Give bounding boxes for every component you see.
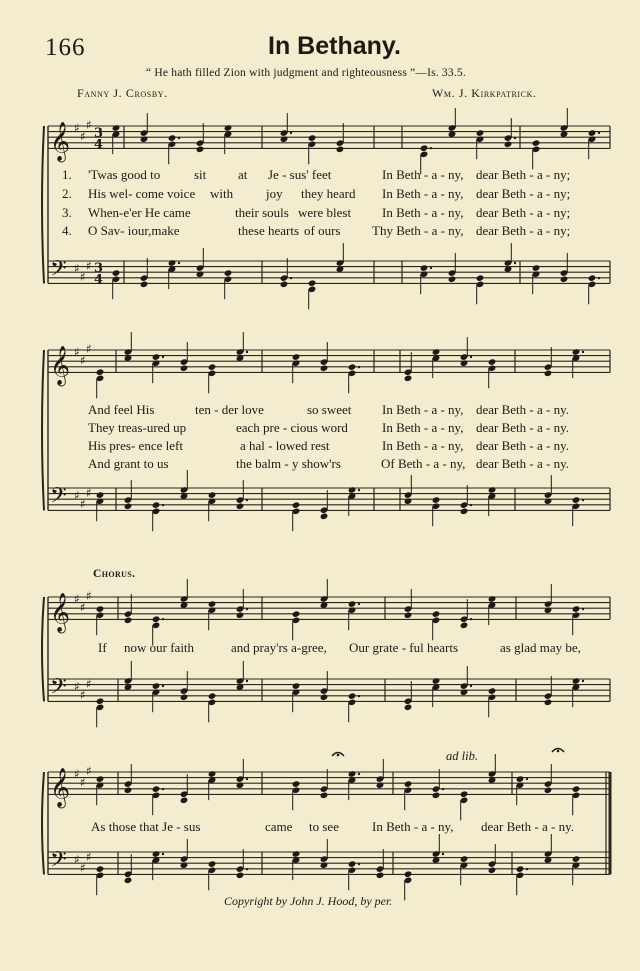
note-head xyxy=(476,129,485,137)
note-head xyxy=(96,775,105,783)
lyric-fragment: they heard xyxy=(301,186,356,201)
note-head xyxy=(152,501,161,509)
lyricist: Fanny J. Crosby. xyxy=(77,86,168,100)
note-head xyxy=(168,134,177,142)
sharp-icon: ♯ xyxy=(86,676,92,691)
lyric-fragment: dear Beth - a - ny; xyxy=(476,167,571,182)
note-head xyxy=(488,866,497,874)
dot xyxy=(246,868,248,870)
note-head xyxy=(348,600,357,608)
note-head xyxy=(152,353,161,361)
sharp-icon: ♯ xyxy=(74,767,80,781)
note-head xyxy=(488,358,497,366)
dot xyxy=(358,773,360,775)
lyric-fragment: joy xyxy=(266,186,283,201)
lyric-fragment: His pres- ence left xyxy=(88,438,183,453)
sharp-icon: ♯ xyxy=(74,852,80,867)
note-head xyxy=(432,610,441,618)
note-head xyxy=(196,270,205,278)
lyric-fragment: to see xyxy=(309,819,339,834)
note-head xyxy=(236,872,245,880)
dot xyxy=(246,608,248,610)
note-head xyxy=(168,259,177,267)
dot xyxy=(582,499,584,501)
dot xyxy=(162,685,164,687)
verse-number: 2. xyxy=(62,186,72,201)
treble-clef-icon: 𝄞 xyxy=(50,767,71,808)
note-head xyxy=(572,677,581,685)
bass-clef-icon: 𝄢 xyxy=(50,674,67,705)
fermata-dot xyxy=(337,754,340,757)
note-head xyxy=(292,501,301,509)
note-head xyxy=(152,850,161,858)
lyric-fragment: O Sav- iour,make xyxy=(88,223,180,238)
lyric-fragment: Of Beth - a - ny, xyxy=(381,456,466,471)
note-head xyxy=(476,274,485,282)
note-head xyxy=(236,502,245,510)
brace xyxy=(42,126,44,283)
lyric-fragment: In Beth - a - ny, xyxy=(382,438,464,453)
note-head xyxy=(432,496,441,504)
lyric-fragment: In Beth - a - ny, xyxy=(382,167,464,182)
note-head xyxy=(180,797,189,805)
note-head xyxy=(560,275,569,283)
lyric-fragment: at xyxy=(238,167,248,182)
sharp-icon: ♯ xyxy=(86,342,92,357)
note-head xyxy=(544,497,553,505)
lyric-fragment: so sweet xyxy=(307,402,352,417)
sharp-icon: ♯ xyxy=(80,600,86,615)
note-head xyxy=(208,860,217,868)
sharp-icon: ♯ xyxy=(80,497,86,511)
lyric-fragment: dear Beth - a - ny; xyxy=(476,223,571,238)
note-head xyxy=(572,785,581,793)
note-head xyxy=(292,353,301,361)
lyric-fragment: their souls xyxy=(235,205,289,220)
sharp-icon: ♯ xyxy=(80,861,86,875)
dot xyxy=(598,132,600,134)
fermata-dot xyxy=(557,750,560,753)
note-head xyxy=(432,677,441,685)
note-head xyxy=(180,693,189,701)
note-head xyxy=(376,781,385,789)
note-head xyxy=(404,497,413,505)
dot xyxy=(358,489,360,491)
note-head xyxy=(96,605,105,613)
ad-lib-marking: ad lib. xyxy=(446,749,478,763)
note-head xyxy=(348,860,357,868)
dot xyxy=(162,618,164,620)
note-head xyxy=(544,699,553,707)
lyric-fragment: of ours xyxy=(304,223,341,238)
lyric-fragment: dear Beth - a - ny. xyxy=(476,456,570,471)
dot xyxy=(470,356,472,358)
note-head xyxy=(96,368,105,376)
note-head xyxy=(404,780,413,788)
dot xyxy=(358,695,360,697)
note-head xyxy=(448,275,457,283)
lyric-fragment: If xyxy=(98,640,107,655)
dot xyxy=(246,778,248,780)
lyric-fragment: the balm - y show'rs xyxy=(236,456,341,471)
lyric-fragment: When-e'er He came xyxy=(88,205,191,220)
lyric-fragment: Thy Beth - a - ny, xyxy=(372,223,464,238)
treble-clef-icon: 𝄞 xyxy=(50,592,71,633)
dot xyxy=(526,778,528,780)
lyric-fragment: In Beth - a - ny, xyxy=(382,420,464,435)
note-head xyxy=(532,264,541,272)
dot xyxy=(358,366,360,368)
note-head xyxy=(292,780,301,788)
lyric-fragment: came xyxy=(265,819,293,834)
sharp-icon: ♯ xyxy=(86,118,92,133)
verse-number: 4. xyxy=(62,223,72,238)
note-head xyxy=(308,279,317,287)
note-head xyxy=(348,363,357,371)
dot xyxy=(598,277,600,279)
sharp-icon: ♯ xyxy=(86,258,92,273)
lyric-fragment: And feel His xyxy=(88,402,155,417)
brace xyxy=(42,772,44,874)
note-head xyxy=(208,363,217,371)
note-head xyxy=(404,611,413,619)
note-head xyxy=(320,513,329,521)
page-number: 166 xyxy=(45,34,86,61)
treble-clef-icon: 𝄞 xyxy=(50,121,71,162)
lyric-fragment: with xyxy=(210,186,234,201)
treble-clef-icon: 𝄞 xyxy=(50,345,71,386)
note-head xyxy=(292,682,301,690)
dot xyxy=(470,504,472,506)
bass-clef-icon: 𝄢 xyxy=(50,847,67,878)
note-head xyxy=(224,124,233,132)
note-head xyxy=(208,770,217,778)
sharp-icon: ♯ xyxy=(86,485,92,500)
dot xyxy=(582,351,584,353)
sharp-icon: ♯ xyxy=(74,121,80,135)
dot xyxy=(162,356,164,358)
note-head xyxy=(488,595,497,603)
dot xyxy=(178,262,180,264)
dot xyxy=(430,147,432,149)
lyric-fragment: In Beth - a - ny, xyxy=(382,402,464,417)
dot xyxy=(246,499,248,501)
note-head xyxy=(432,792,441,800)
lyric-fragment: 'Twas good to xyxy=(88,167,161,182)
note-head xyxy=(96,865,105,873)
note-head xyxy=(112,269,121,277)
time-signature-top: 3 xyxy=(94,126,104,142)
copyright-notice: Copyright by John J. Hood, by per. xyxy=(224,894,393,908)
note-head xyxy=(348,770,357,778)
note-head xyxy=(460,508,469,516)
note-head xyxy=(588,129,597,137)
note-head xyxy=(140,281,149,289)
note-head xyxy=(320,792,329,800)
note-head xyxy=(404,375,413,383)
dot xyxy=(290,277,292,279)
lyric-fragment: were blest xyxy=(298,205,352,220)
page-title: In Bethany. xyxy=(268,32,401,60)
note-head xyxy=(460,855,469,863)
lyric-fragment: In Beth - a - ny, xyxy=(372,819,454,834)
note-head xyxy=(544,606,553,614)
note-head xyxy=(112,124,121,132)
note-head xyxy=(224,269,233,277)
bass-clef-icon: 𝄢 xyxy=(50,256,67,287)
note-head xyxy=(280,135,289,143)
sharp-icon: ♯ xyxy=(74,345,80,359)
note-head xyxy=(488,486,497,494)
note-head xyxy=(504,140,513,148)
sharp-icon: ♯ xyxy=(86,589,92,604)
epigraph: “ He hath filled Zion with judgment and righteousness ”—Is. 33.5. xyxy=(146,67,466,79)
sharp-icon: ♯ xyxy=(74,261,80,276)
sharp-icon: ♯ xyxy=(86,764,92,779)
time-signature-bottom: 4 xyxy=(94,137,104,153)
composer: Wm. J. Kirkpatrick. xyxy=(432,86,537,100)
lyric-fragment: They treas-ured up xyxy=(88,420,187,435)
lyric-fragment: each pre - cious word xyxy=(236,420,348,435)
note-head xyxy=(196,146,205,154)
note-head xyxy=(308,134,317,142)
note-head xyxy=(320,364,329,372)
dot xyxy=(470,685,472,687)
note-head xyxy=(544,370,553,378)
note-head xyxy=(376,872,385,880)
note-head xyxy=(236,781,245,789)
dot xyxy=(514,137,516,139)
sharp-icon: ♯ xyxy=(80,353,86,368)
dot xyxy=(358,863,360,865)
note-head xyxy=(152,682,161,690)
note-head xyxy=(152,615,161,623)
sharp-icon: ♯ xyxy=(74,679,80,694)
note-head xyxy=(280,281,289,289)
dot xyxy=(358,603,360,605)
note-head xyxy=(460,622,469,630)
dot xyxy=(246,351,248,353)
note-head xyxy=(140,135,149,143)
note-head xyxy=(96,491,105,499)
sharp-icon: ♯ xyxy=(74,592,80,606)
dot xyxy=(514,262,516,264)
chorus-label: Chorus. xyxy=(93,568,136,580)
system-4-staves xyxy=(0,760,640,910)
sharp-icon: ♯ xyxy=(80,270,86,284)
note-head xyxy=(292,610,301,618)
lyric-fragment: His wel- come voice xyxy=(88,186,196,201)
note-head xyxy=(588,274,597,282)
dot xyxy=(162,788,164,790)
sharp-icon: ♯ xyxy=(80,688,86,702)
lyric-fragment: And grant to us xyxy=(88,456,169,471)
note-head xyxy=(460,688,469,696)
note-head xyxy=(152,785,161,793)
note-head xyxy=(572,605,581,613)
note-head xyxy=(208,692,217,700)
lyric-fragment: In Beth - a - ny, xyxy=(382,186,464,201)
lyric-fragment: dear Beth - a - ny. xyxy=(476,420,570,435)
dot xyxy=(442,853,444,855)
note-head xyxy=(572,855,581,863)
note-head xyxy=(320,693,329,701)
note-head xyxy=(208,491,217,499)
note-head xyxy=(348,486,357,494)
note-head xyxy=(320,861,329,869)
note-head xyxy=(336,146,345,154)
brace xyxy=(42,350,44,510)
note-head xyxy=(420,264,429,272)
note-head xyxy=(124,786,133,794)
note-head xyxy=(208,600,217,608)
sharp-icon: ♯ xyxy=(80,129,86,144)
dot xyxy=(162,504,164,506)
note-head xyxy=(420,144,429,152)
note-head xyxy=(544,786,553,794)
lyric-fragment: ten - der love xyxy=(195,402,264,417)
lyric-fragment: Our grate - ful hearts xyxy=(349,640,459,655)
note-head xyxy=(404,704,413,712)
lyric-fragment: As those that Je - sus xyxy=(91,819,201,834)
dot xyxy=(178,137,180,139)
note-head xyxy=(532,139,541,147)
time-signature-top: 3 xyxy=(94,261,104,277)
lyric-fragment: dear Beth - a - ny. xyxy=(476,402,570,417)
brace xyxy=(42,597,44,701)
system-3-staves xyxy=(0,585,640,735)
verse-number: 3. xyxy=(62,205,72,220)
bass-clef-icon: 𝄢 xyxy=(50,483,67,514)
note-head xyxy=(460,359,469,367)
note-head xyxy=(572,348,581,356)
note-head xyxy=(236,611,245,619)
lyric-fragment: and pray'rs a-gree, xyxy=(231,640,327,655)
lyric-fragment: dear Beth - a - ny; xyxy=(476,186,571,201)
note-head xyxy=(572,496,581,504)
lyric-fragment: Je - sus' feet xyxy=(268,167,332,182)
dot xyxy=(582,608,584,610)
lyric-fragment: sit xyxy=(194,167,207,182)
sharp-icon: ♯ xyxy=(86,849,92,864)
lyric-fragment: these hearts xyxy=(238,223,300,238)
lyric-fragment: as glad may be, xyxy=(500,640,581,655)
lyric-fragment: In Beth - a - ny, xyxy=(382,205,464,220)
lyric-fragment: dear Beth - a - ny. xyxy=(476,438,570,453)
dot xyxy=(290,132,292,134)
time-signature-bottom: 4 xyxy=(94,272,104,288)
sharp-icon: ♯ xyxy=(74,488,80,503)
note-head xyxy=(180,364,189,372)
note-head xyxy=(460,790,469,798)
verse-number: 1. xyxy=(62,167,72,182)
dot xyxy=(582,680,584,682)
dot xyxy=(470,618,472,620)
dot xyxy=(246,680,248,682)
sharp-icon: ♯ xyxy=(80,775,86,790)
lyric-fragment: dear Beth - a - ny. xyxy=(481,819,575,834)
note-head xyxy=(124,617,133,625)
dot xyxy=(430,267,432,269)
lyric-fragment: a hal - lowed rest xyxy=(240,438,330,453)
dot xyxy=(526,868,528,870)
note-head xyxy=(124,877,133,885)
lyric-fragment: dear Beth - a - ny; xyxy=(476,205,571,220)
lyric-fragment: now our faith xyxy=(124,640,195,655)
dot xyxy=(442,788,444,790)
note-head xyxy=(404,870,413,878)
note-head xyxy=(516,865,525,873)
note-head xyxy=(432,348,441,356)
dot xyxy=(162,853,164,855)
note-head xyxy=(96,697,105,705)
note-head xyxy=(348,692,357,700)
note-head xyxy=(180,861,189,869)
note-head xyxy=(124,502,133,510)
note-head xyxy=(292,850,301,858)
note-head xyxy=(488,687,497,695)
note-head xyxy=(516,775,525,783)
